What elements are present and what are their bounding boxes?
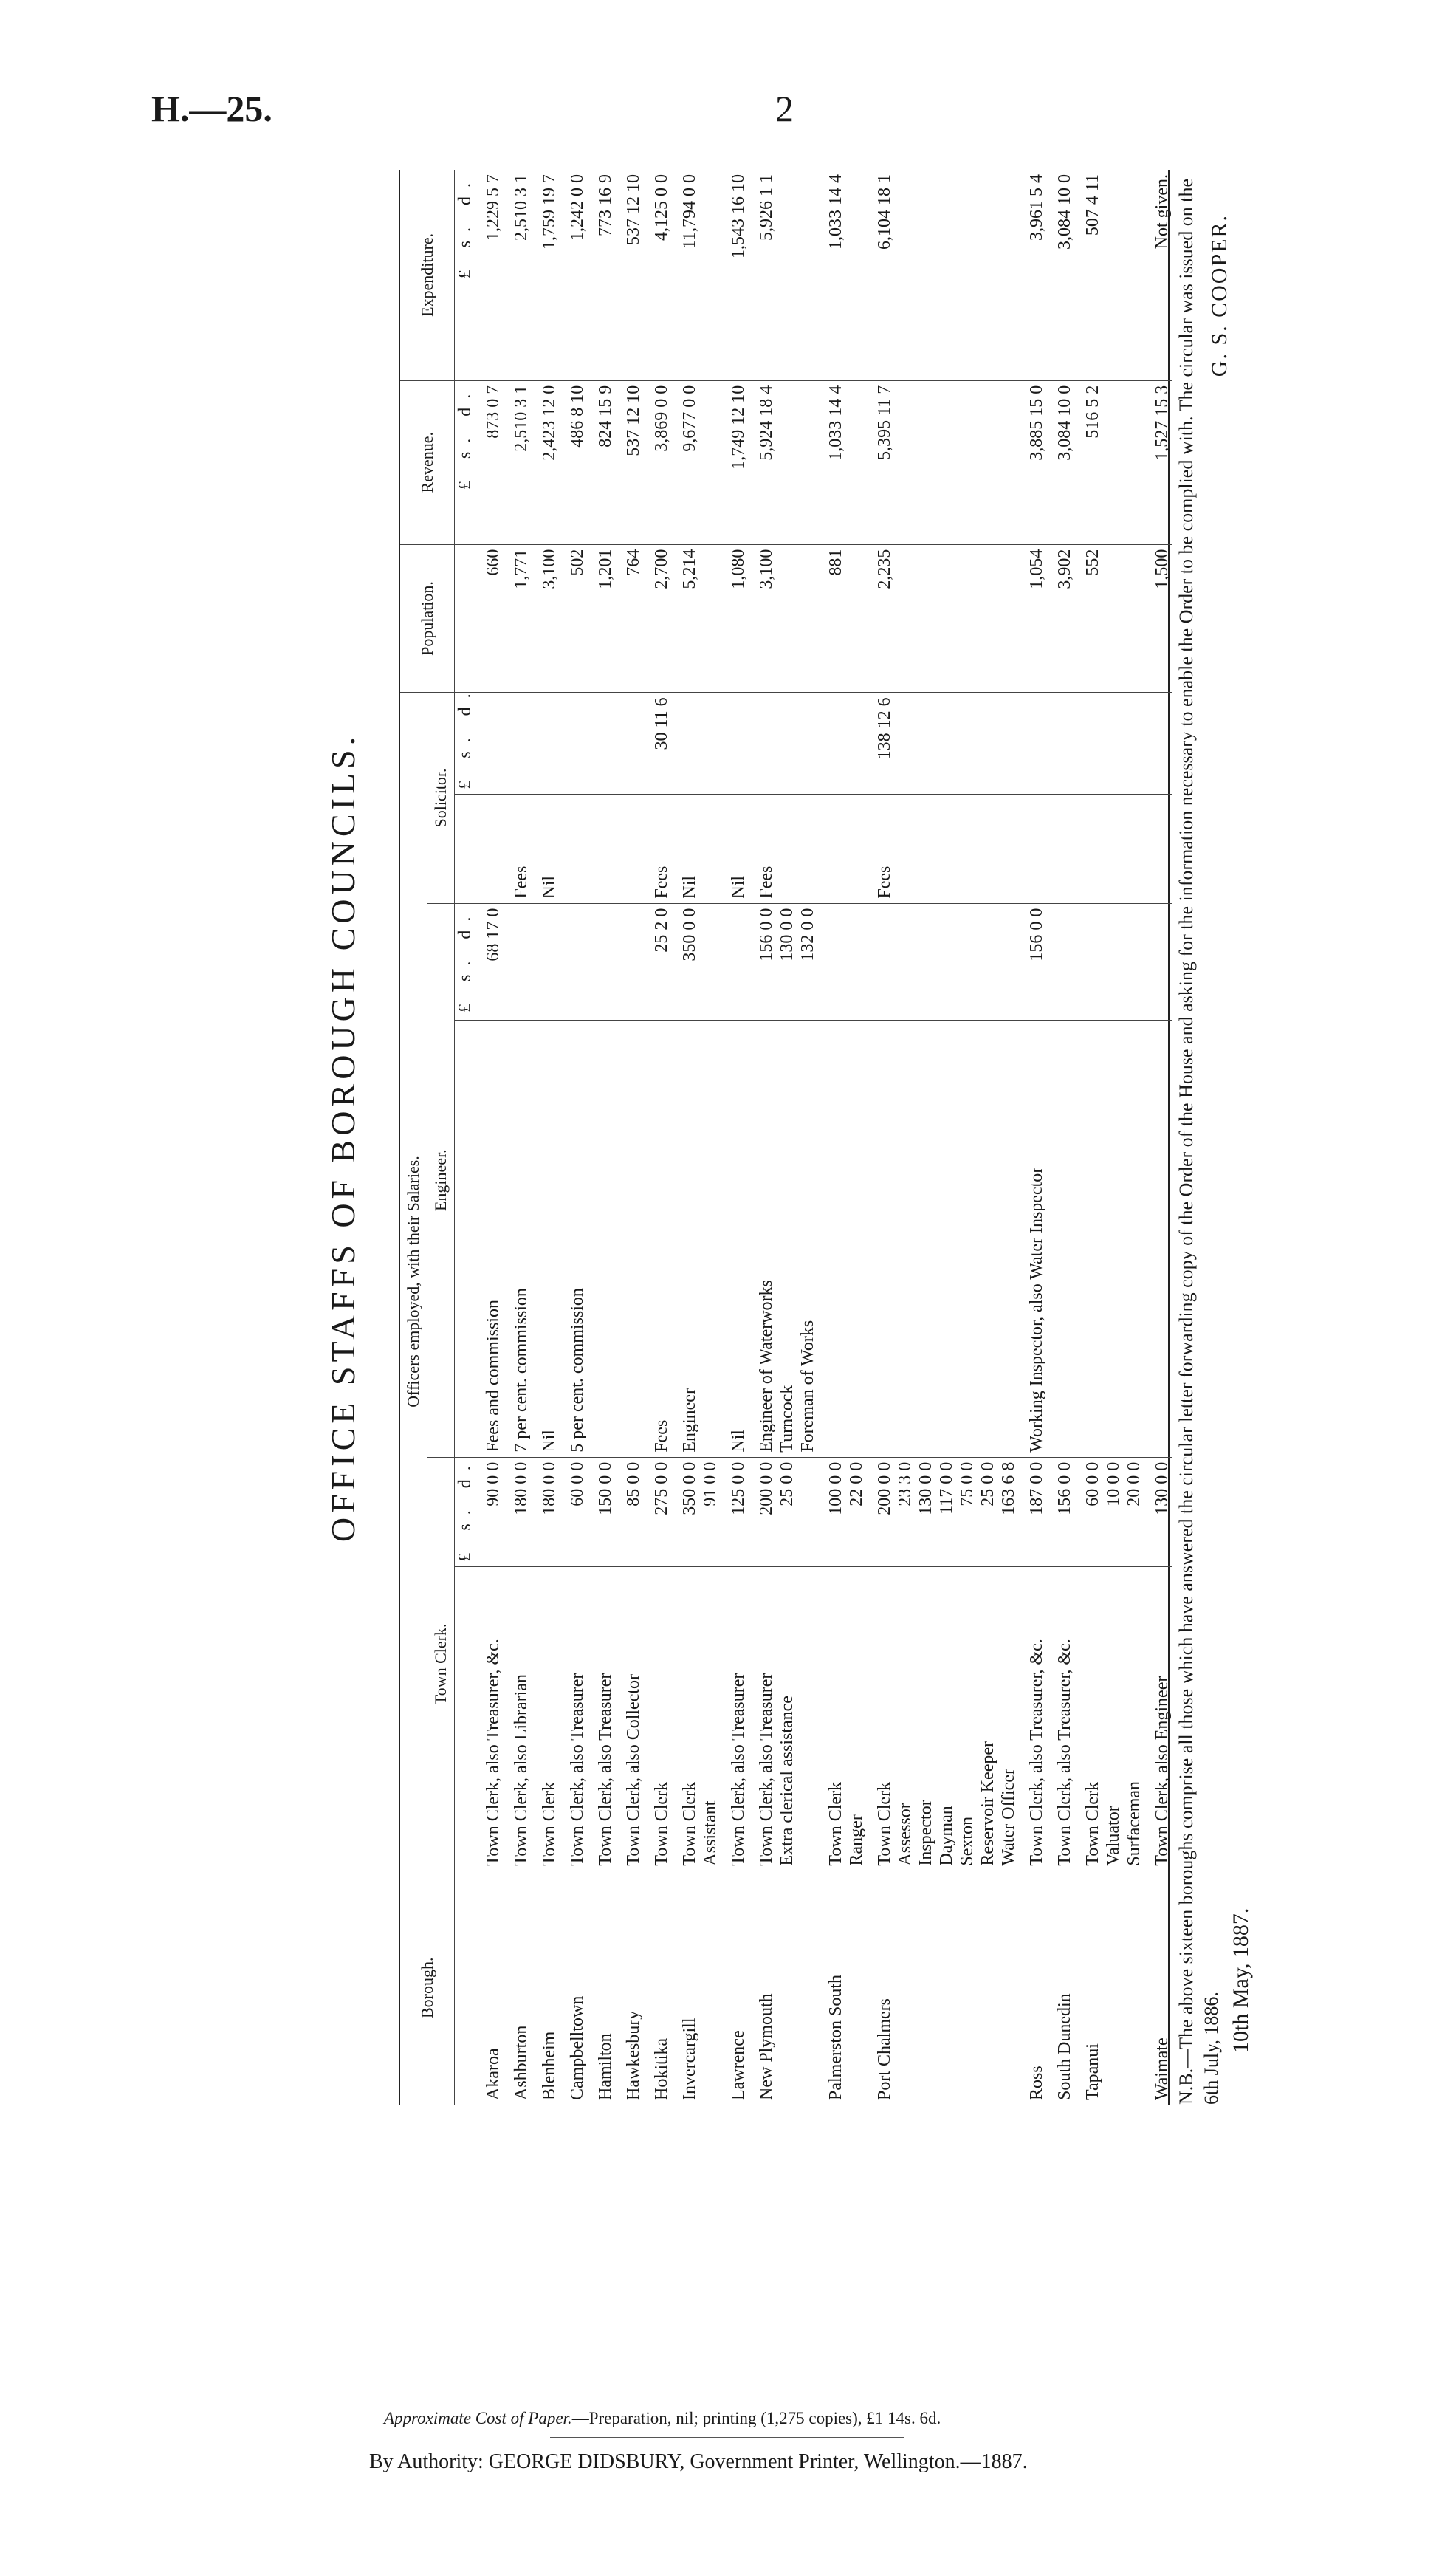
- engineer-salary: [504, 903, 532, 1020]
- borough-name: Tapanui: [1083, 2043, 1102, 2100]
- population-value: 5,214: [672, 544, 721, 693]
- solicitor-amount: [511, 697, 532, 789]
- engineer-salary: [721, 903, 749, 1020]
- borough-name: Port Chalmers: [875, 1998, 894, 2100]
- note-date: 10th May, 1887.: [1229, 1907, 1253, 2053]
- engineer-amount: 25 2 0: [652, 908, 671, 953]
- table-row: [475, 170, 504, 2105]
- engineer-salary: [867, 903, 1019, 1020]
- engineer-office: Fees and commission: [484, 1300, 503, 1453]
- solicitor-salary: [749, 693, 818, 794]
- solicitor-salary: [672, 693, 721, 794]
- solicitor-office: Nil: [540, 875, 559, 899]
- engineer-salary: [532, 903, 560, 1020]
- engineer-amount: [567, 908, 588, 1015]
- town-clerk-amount: 125 0 0: [729, 1461, 748, 1515]
- revenue-value: 9,677 0 0: [672, 380, 721, 544]
- town-clerk-office: Inspector: [916, 1800, 935, 1866]
- town-clerk-amount: 117 0 0: [937, 1461, 956, 1515]
- table-row: [616, 170, 644, 2105]
- engineer-amount: 130 0 0: [777, 908, 797, 962]
- town-clerk-office: Town Clerk, also Treasurer: [757, 1673, 776, 1866]
- table-row: [1047, 170, 1075, 2105]
- col-engineer: Engineer.: [427, 903, 455, 1457]
- expenditure-value: 4,125 0 0: [644, 170, 672, 380]
- engineer-title: [588, 1021, 616, 1458]
- town-clerk-amount: 20 0 0: [1124, 1461, 1144, 1506]
- town-clerk-amount: 100 0 0: [826, 1461, 845, 1515]
- engineer-office: Nil: [729, 1430, 748, 1453]
- town-clerk-salary: [644, 1457, 672, 1566]
- expenditure-value: 6,104 18 1: [867, 170, 1019, 380]
- town-clerk-title: [749, 1566, 818, 1871]
- town-clerk-title: [532, 1566, 560, 1871]
- expenditure-value: Not given.: [1144, 170, 1172, 380]
- expenditure-value: 1,242 0 0: [560, 170, 588, 380]
- solicitor-amount: [539, 697, 560, 789]
- solicitor-salary: [644, 693, 672, 794]
- table-row: [588, 170, 616, 2105]
- town-clerk-amount: 200 0 0: [875, 1461, 894, 1515]
- revenue-value: 2,423 12 0: [532, 380, 560, 544]
- population-value: 1,201: [588, 544, 616, 693]
- town-clerk-office: Town Clerk, also Librarian: [512, 1673, 531, 1866]
- unit-label: £ s. d.: [455, 903, 476, 1020]
- town-clerk-amount: 275 0 0: [652, 1461, 671, 1515]
- town-clerk-amount: 150 0 0: [596, 1461, 615, 1515]
- signature: G. S. COOPER.: [1207, 214, 1232, 377]
- table-row: [672, 170, 721, 2105]
- engineer-amount: 156 0 0: [1027, 908, 1046, 962]
- table-row: [749, 170, 818, 2105]
- town-clerk-amount: 60 0 0: [568, 1461, 587, 1506]
- town-clerk-amount: 163 6 8: [999, 1461, 1018, 1515]
- authority-line: By Authority: GEORGE DIDSBURY, Government Printer, Wellington.—1887.: [369, 2450, 1028, 2473]
- engineer-salary: [560, 903, 588, 1020]
- solicitor-office: Fees: [757, 865, 776, 899]
- population-value: 881: [818, 544, 867, 693]
- engineer-salary: [672, 903, 721, 1020]
- expenditure-value: 3,961 5 4: [1019, 170, 1047, 380]
- town-clerk-title: [818, 1566, 867, 1871]
- unit-label: £ s. d.: [455, 380, 476, 544]
- solicitor-salary: [504, 693, 532, 794]
- town-clerk-salary: [1047, 1457, 1075, 1566]
- solicitor-salary: [588, 693, 616, 794]
- table-row: [504, 170, 532, 2105]
- population-value: 552: [1075, 544, 1144, 693]
- town-clerk-office: Reservoir Keeper: [978, 1741, 997, 1866]
- page-number: 2: [775, 88, 794, 129]
- table-row: [867, 170, 1019, 2105]
- borough-name: Campbelltown: [568, 1995, 587, 2100]
- engineer-title: [616, 1021, 644, 1458]
- population-value: 3,100: [749, 544, 818, 693]
- engineer-title: [560, 1021, 588, 1458]
- town-clerk-title: [867, 1566, 1019, 1871]
- engineer-title: [818, 1021, 867, 1458]
- solicitor-salary: [721, 693, 749, 794]
- solicitor-salary: [1019, 693, 1047, 794]
- town-clerk-amount: 25 0 0: [978, 1461, 997, 1506]
- solicitor-salary: [532, 693, 560, 794]
- table-row: [560, 170, 588, 2105]
- engineer-salary: [588, 903, 616, 1020]
- town-clerk-salary: [475, 1457, 504, 1566]
- town-clerk-title: [1047, 1566, 1075, 1871]
- town-clerk-amount: 22 0 0: [847, 1461, 866, 1506]
- footer-rule: [550, 2437, 904, 2438]
- engineer-title: [867, 1021, 1019, 1458]
- borough-name: Hawkesbury: [624, 2010, 643, 2100]
- col-expenditure: Expenditure.: [400, 170, 455, 380]
- population-value: 3,100: [532, 544, 560, 693]
- solicitor-title: [867, 794, 1019, 903]
- document-code: H.—25.: [151, 88, 272, 129]
- town-clerk-title: [475, 1566, 504, 1871]
- unit-label: £ s. d.: [455, 1457, 476, 1566]
- town-clerk-amount: 90 0 0: [484, 1461, 503, 1506]
- solicitor-title: [1019, 794, 1047, 903]
- unit-label: £ s. d.: [455, 170, 476, 380]
- table-frame: [399, 170, 1170, 2105]
- engineer-title: [475, 1021, 504, 1458]
- town-clerk-office: Water Officer: [999, 1769, 1018, 1866]
- engineer-office: Engineer of Waterworks: [757, 1280, 776, 1453]
- revenue-value: 3,084 10 0: [1047, 380, 1075, 544]
- engineer-salary: [1019, 903, 1047, 1020]
- solicitor-title: [475, 794, 504, 903]
- town-clerk-office: Town Clerk: [875, 1781, 894, 1866]
- town-clerk-office: Town Clerk: [1083, 1781, 1102, 1866]
- unit-label: £ s. d.: [455, 693, 476, 794]
- revenue-value: 516 5 2: [1075, 380, 1144, 544]
- town-clerk-amount: 130 0 0: [1153, 1461, 1172, 1515]
- expenditure-value: 11,794 0 0: [672, 170, 721, 380]
- engineer-office: Nil: [540, 1430, 559, 1453]
- population-value: 660: [475, 544, 504, 693]
- town-clerk-office: Ranger: [847, 1814, 866, 1866]
- town-clerk-amount: 156 0 0: [1055, 1461, 1074, 1515]
- town-clerk-amount: 25 0 0: [777, 1461, 797, 1506]
- solicitor-title: [588, 794, 616, 903]
- town-clerk-office: Town Clerk: [826, 1781, 845, 1866]
- solicitor-amount: 30 11 6: [652, 697, 671, 750]
- town-clerk-salary: [867, 1457, 1019, 1566]
- solicitor-title: [672, 794, 721, 903]
- borough-name: Hamilton: [596, 2033, 615, 2100]
- engineer-salary: [818, 903, 867, 1020]
- col-borough: Borough.: [400, 1871, 455, 2105]
- engineer-title: [504, 1021, 532, 1458]
- town-clerk-office: Town Clerk, also Treasurer, &c.: [484, 1639, 503, 1866]
- town-clerk-salary: [560, 1457, 588, 1566]
- engineer-office: Foreman of Works: [798, 1320, 817, 1453]
- engineer-amount: 68 17 0: [484, 908, 503, 962]
- borough-staff-table: [400, 170, 1172, 2105]
- revenue-value: 1,527 15 3: [1144, 380, 1172, 544]
- town-clerk-office: Town Clerk, also Collector: [624, 1673, 643, 1866]
- town-clerk-title: [1144, 1566, 1172, 1871]
- town-clerk-amount: 10 0 0: [1104, 1461, 1123, 1506]
- expenditure-value: 3,084 10 0: [1047, 170, 1075, 380]
- town-clerk-office: Town Clerk: [652, 1781, 671, 1866]
- town-clerk-amount: 187 0 0: [1027, 1461, 1046, 1515]
- town-clerk-office: Town Clerk, also Treasurer, &c.: [1027, 1639, 1046, 1866]
- town-clerk-title: [588, 1566, 616, 1871]
- table-row: [644, 170, 672, 2105]
- town-clerk-office: Town Clerk, also Treasurer: [596, 1673, 615, 1866]
- population-value: 764: [616, 544, 644, 693]
- page-title: OFFICE STAFFS OF BOROUGH COUNCILS.: [324, 732, 362, 1543]
- expenditure-value: 2,510 3 1: [504, 170, 532, 380]
- town-clerk-amount: 130 0 0: [916, 1461, 935, 1515]
- rotated-table-block: [310, 170, 1270, 2105]
- solicitor-salary: [475, 693, 504, 794]
- solicitor-title: [749, 794, 818, 903]
- notes-block: [1174, 170, 1254, 2105]
- town-clerk-amount: 180 0 0: [512, 1461, 531, 1515]
- revenue-value: 537 12 10: [616, 380, 644, 544]
- town-clerk-salary: [672, 1457, 721, 1566]
- engineer-title: [1047, 1021, 1075, 1458]
- revenue-value: 5,924 18 4: [749, 380, 818, 544]
- solicitor-title: [532, 794, 560, 903]
- table-row: [1019, 170, 1047, 2105]
- engineer-title: [749, 1021, 818, 1458]
- table-row: [532, 170, 560, 2105]
- engineer-salary: [1047, 903, 1075, 1020]
- engineer-amount: [539, 908, 560, 1015]
- solicitor-office: Nil: [729, 875, 748, 899]
- engineer-amount: [728, 908, 749, 1015]
- town-clerk-salary: [1144, 1457, 1172, 1566]
- town-clerk-salary: [1075, 1457, 1144, 1566]
- solicitor-salary: [867, 693, 1019, 794]
- population-value: 3,902: [1047, 544, 1075, 693]
- engineer-office: Turncock: [777, 1385, 797, 1453]
- expenditure-value: 537 12 10: [616, 170, 644, 380]
- town-clerk-office: Town Clerk, also Treasurer: [568, 1673, 587, 1866]
- town-clerk-salary: [532, 1457, 560, 1566]
- engineer-amount: 156 0 0: [757, 908, 776, 962]
- town-clerk-office: Town Clerk: [540, 1781, 559, 1866]
- population-value: 1,080: [721, 544, 749, 693]
- town-clerk-office: Surfaceman: [1124, 1780, 1144, 1866]
- solicitor-office: Nil: [680, 875, 699, 899]
- revenue-value: 1,033 14 4: [818, 380, 867, 544]
- solicitor-title: [1047, 794, 1075, 903]
- borough-name: Waimate: [1153, 2037, 1172, 2100]
- col-officers: Officers employed, with their Salaries.: [400, 693, 427, 1871]
- revenue-value: 3,869 0 0: [644, 380, 672, 544]
- solicitor-amount: [728, 697, 749, 789]
- solicitor-salary: [560, 693, 588, 794]
- engineer-salary: [749, 903, 818, 1020]
- engineer-title: [672, 1021, 721, 1458]
- solicitor-title: [721, 794, 749, 903]
- borough-name: Blenheim: [540, 2031, 559, 2100]
- cost-label: Approximate Cost of Paper.: [384, 2409, 572, 2427]
- town-clerk-salary: [818, 1457, 867, 1566]
- engineer-salary: [1075, 903, 1144, 1020]
- town-clerk-office: Assessor: [896, 1803, 915, 1866]
- population-value: 502: [560, 544, 588, 693]
- cost-line: [384, 2409, 941, 2428]
- expenditure-value: 1,033 14 4: [818, 170, 867, 380]
- engineer-office: 5 per cent. commission: [568, 1288, 587, 1453]
- borough-name: Invercargill: [680, 2018, 699, 2100]
- town-clerk-salary: [616, 1457, 644, 1566]
- col-revenue: Revenue.: [400, 380, 455, 544]
- engineer-salary: [644, 903, 672, 1020]
- borough-name: Lawrence: [729, 2030, 748, 2100]
- engineer-office: 7 per cent. commission: [512, 1288, 531, 1453]
- cost-text: —Preparation, nil; printing (1,275 copies), £1 14s. 6d.: [571, 2409, 941, 2427]
- col-population: Population.: [400, 544, 455, 693]
- page-header: [0, 0, 1456, 192]
- town-clerk-office: Town Clerk: [680, 1781, 699, 1866]
- solicitor-title: [560, 794, 588, 903]
- town-clerk-amount: 350 0 0: [680, 1461, 699, 1515]
- town-clerk-salary: [721, 1457, 749, 1566]
- engineer-office: Working Inspector, also Water Inspector: [1027, 1167, 1046, 1453]
- revenue-value: 873 0 7: [475, 380, 504, 544]
- borough-name: Akaroa: [484, 2048, 503, 2100]
- expenditure-value: 1,759 19 7: [532, 170, 560, 380]
- town-clerk-title: [1019, 1566, 1047, 1871]
- revenue-value: 1,749 12 10: [721, 380, 749, 544]
- town-clerk-salary: [504, 1457, 532, 1566]
- borough-name: Palmerston South: [826, 1974, 845, 2100]
- town-clerk-title: [504, 1566, 532, 1871]
- engineer-title: [1075, 1021, 1144, 1458]
- borough-name: New Plymouth: [757, 1993, 776, 2100]
- expenditure-value: 1,229 5 7: [475, 170, 504, 380]
- solicitor-title: [504, 794, 532, 903]
- nb-note: N.B.—The above sixteen boroughs comprise all those which have answered the circular letter forwarding copy of the Order of the House and asking for the information necessary to enable the Order to be complied with. The circular was issued on the 6th July, 1886.: [1175, 178, 1222, 2105]
- town-clerk-office: Extra clerical assistance: [777, 1696, 797, 1866]
- solicitor-title: [616, 794, 644, 903]
- town-clerk-amount: 91 0 0: [701, 1461, 720, 1506]
- engineer-title: [1019, 1021, 1047, 1458]
- town-clerk-office: Town Clerk, also Treasurer: [729, 1673, 748, 1866]
- population-value: 2,235: [867, 544, 1019, 693]
- town-clerk-amount: 23 3 0: [896, 1461, 915, 1506]
- borough-name: Ashburton: [512, 2025, 531, 2100]
- population-value: 1,054: [1019, 544, 1047, 693]
- town-clerk-title: [672, 1566, 721, 1871]
- engineer-title: [721, 1021, 749, 1458]
- solicitor-amount: [756, 697, 777, 789]
- town-clerk-title: [644, 1566, 672, 1871]
- expenditure-value: 773 16 9: [588, 170, 616, 380]
- table-row: [1075, 170, 1144, 2105]
- expenditure-value: 5,926 1 1: [749, 170, 818, 380]
- solicitor-salary: [818, 693, 867, 794]
- expenditure-value: 1,543 16 10: [721, 170, 749, 380]
- solicitor-title: [1075, 794, 1144, 903]
- town-clerk-office: Sexton: [958, 1816, 977, 1866]
- population-value: 1,771: [504, 544, 532, 693]
- table-body: [455, 170, 1173, 2105]
- borough-name: Ross: [1027, 2066, 1046, 2100]
- engineer-amount: [511, 908, 532, 1015]
- town-clerk-office: Dayman: [937, 1806, 956, 1866]
- col-town-clerk: Town Clerk.: [427, 1457, 455, 1871]
- town-clerk-title: [1075, 1566, 1144, 1871]
- engineer-salary: [616, 903, 644, 1020]
- town-clerk-title: [616, 1566, 644, 1871]
- town-clerk-amount: 85 0 0: [624, 1461, 643, 1506]
- col-solicitor: Solicitor.: [427, 693, 455, 903]
- town-clerk-amount: 200 0 0: [757, 1461, 776, 1515]
- town-clerk-amount: 60 0 0: [1083, 1461, 1102, 1506]
- engineer-salary: [475, 903, 504, 1020]
- solicitor-amount: 138 12 6: [875, 697, 894, 760]
- town-clerk-office: Town Clerk, also Treasurer, &c.: [1055, 1639, 1074, 1866]
- engineer-office: Fees: [652, 1419, 671, 1453]
- engineer-title: [644, 1021, 672, 1458]
- borough-name: Hokitika: [652, 2038, 671, 2100]
- solicitor-title: [1144, 794, 1172, 903]
- revenue-value: 2,510 3 1: [504, 380, 532, 544]
- solicitor-amount: [679, 697, 700, 789]
- town-clerk-salary: [588, 1457, 616, 1566]
- population-value: 2,700: [644, 544, 672, 693]
- town-clerk-salary: [1019, 1457, 1047, 1566]
- solicitor-office: Fees: [875, 865, 894, 899]
- solicitor-office: Fees: [652, 865, 671, 899]
- engineer-office: Engineer: [680, 1388, 699, 1453]
- table-row: [1144, 170, 1172, 2105]
- population-value: 1,500: [1144, 544, 1172, 693]
- town-clerk-salary: [749, 1457, 818, 1566]
- town-clerk-amount: 75 0 0: [958, 1461, 977, 1506]
- solicitor-salary: [1075, 693, 1144, 794]
- engineer-title: [532, 1021, 560, 1458]
- revenue-value: 5,395 11 7: [867, 380, 1019, 544]
- engineer-amount: 350 0 0: [680, 908, 699, 962]
- solicitor-office: Fees: [512, 865, 531, 899]
- town-clerk-amount: 180 0 0: [540, 1461, 559, 1515]
- solicitor-salary: [616, 693, 644, 794]
- engineer-salary: [1144, 903, 1172, 1020]
- borough-name: South Dunedin: [1055, 1993, 1074, 2100]
- town-clerk-title: [560, 1566, 588, 1871]
- engineer-amount: 132 0 0: [798, 908, 817, 962]
- engineer-title: [1144, 1021, 1172, 1458]
- table-row: [818, 170, 867, 2105]
- solicitor-salary: [1047, 693, 1075, 794]
- revenue-value: 3,885 15 0: [1019, 380, 1047, 544]
- solicitor-title: [818, 794, 867, 903]
- revenue-value: 486 8 10: [560, 380, 588, 544]
- town-clerk-office: Assistant: [701, 1800, 720, 1866]
- town-clerk-title: [721, 1566, 749, 1871]
- town-clerk-office: Valuator: [1104, 1806, 1123, 1866]
- table-row: [721, 170, 749, 2105]
- solicitor-salary: [1144, 693, 1172, 794]
- revenue-value: 824 15 9: [588, 380, 616, 544]
- solicitor-title: [644, 794, 672, 903]
- expenditure-value: 507 4 11: [1075, 170, 1144, 380]
- town-clerk-office: Town Clerk, also Engineer: [1153, 1676, 1172, 1866]
